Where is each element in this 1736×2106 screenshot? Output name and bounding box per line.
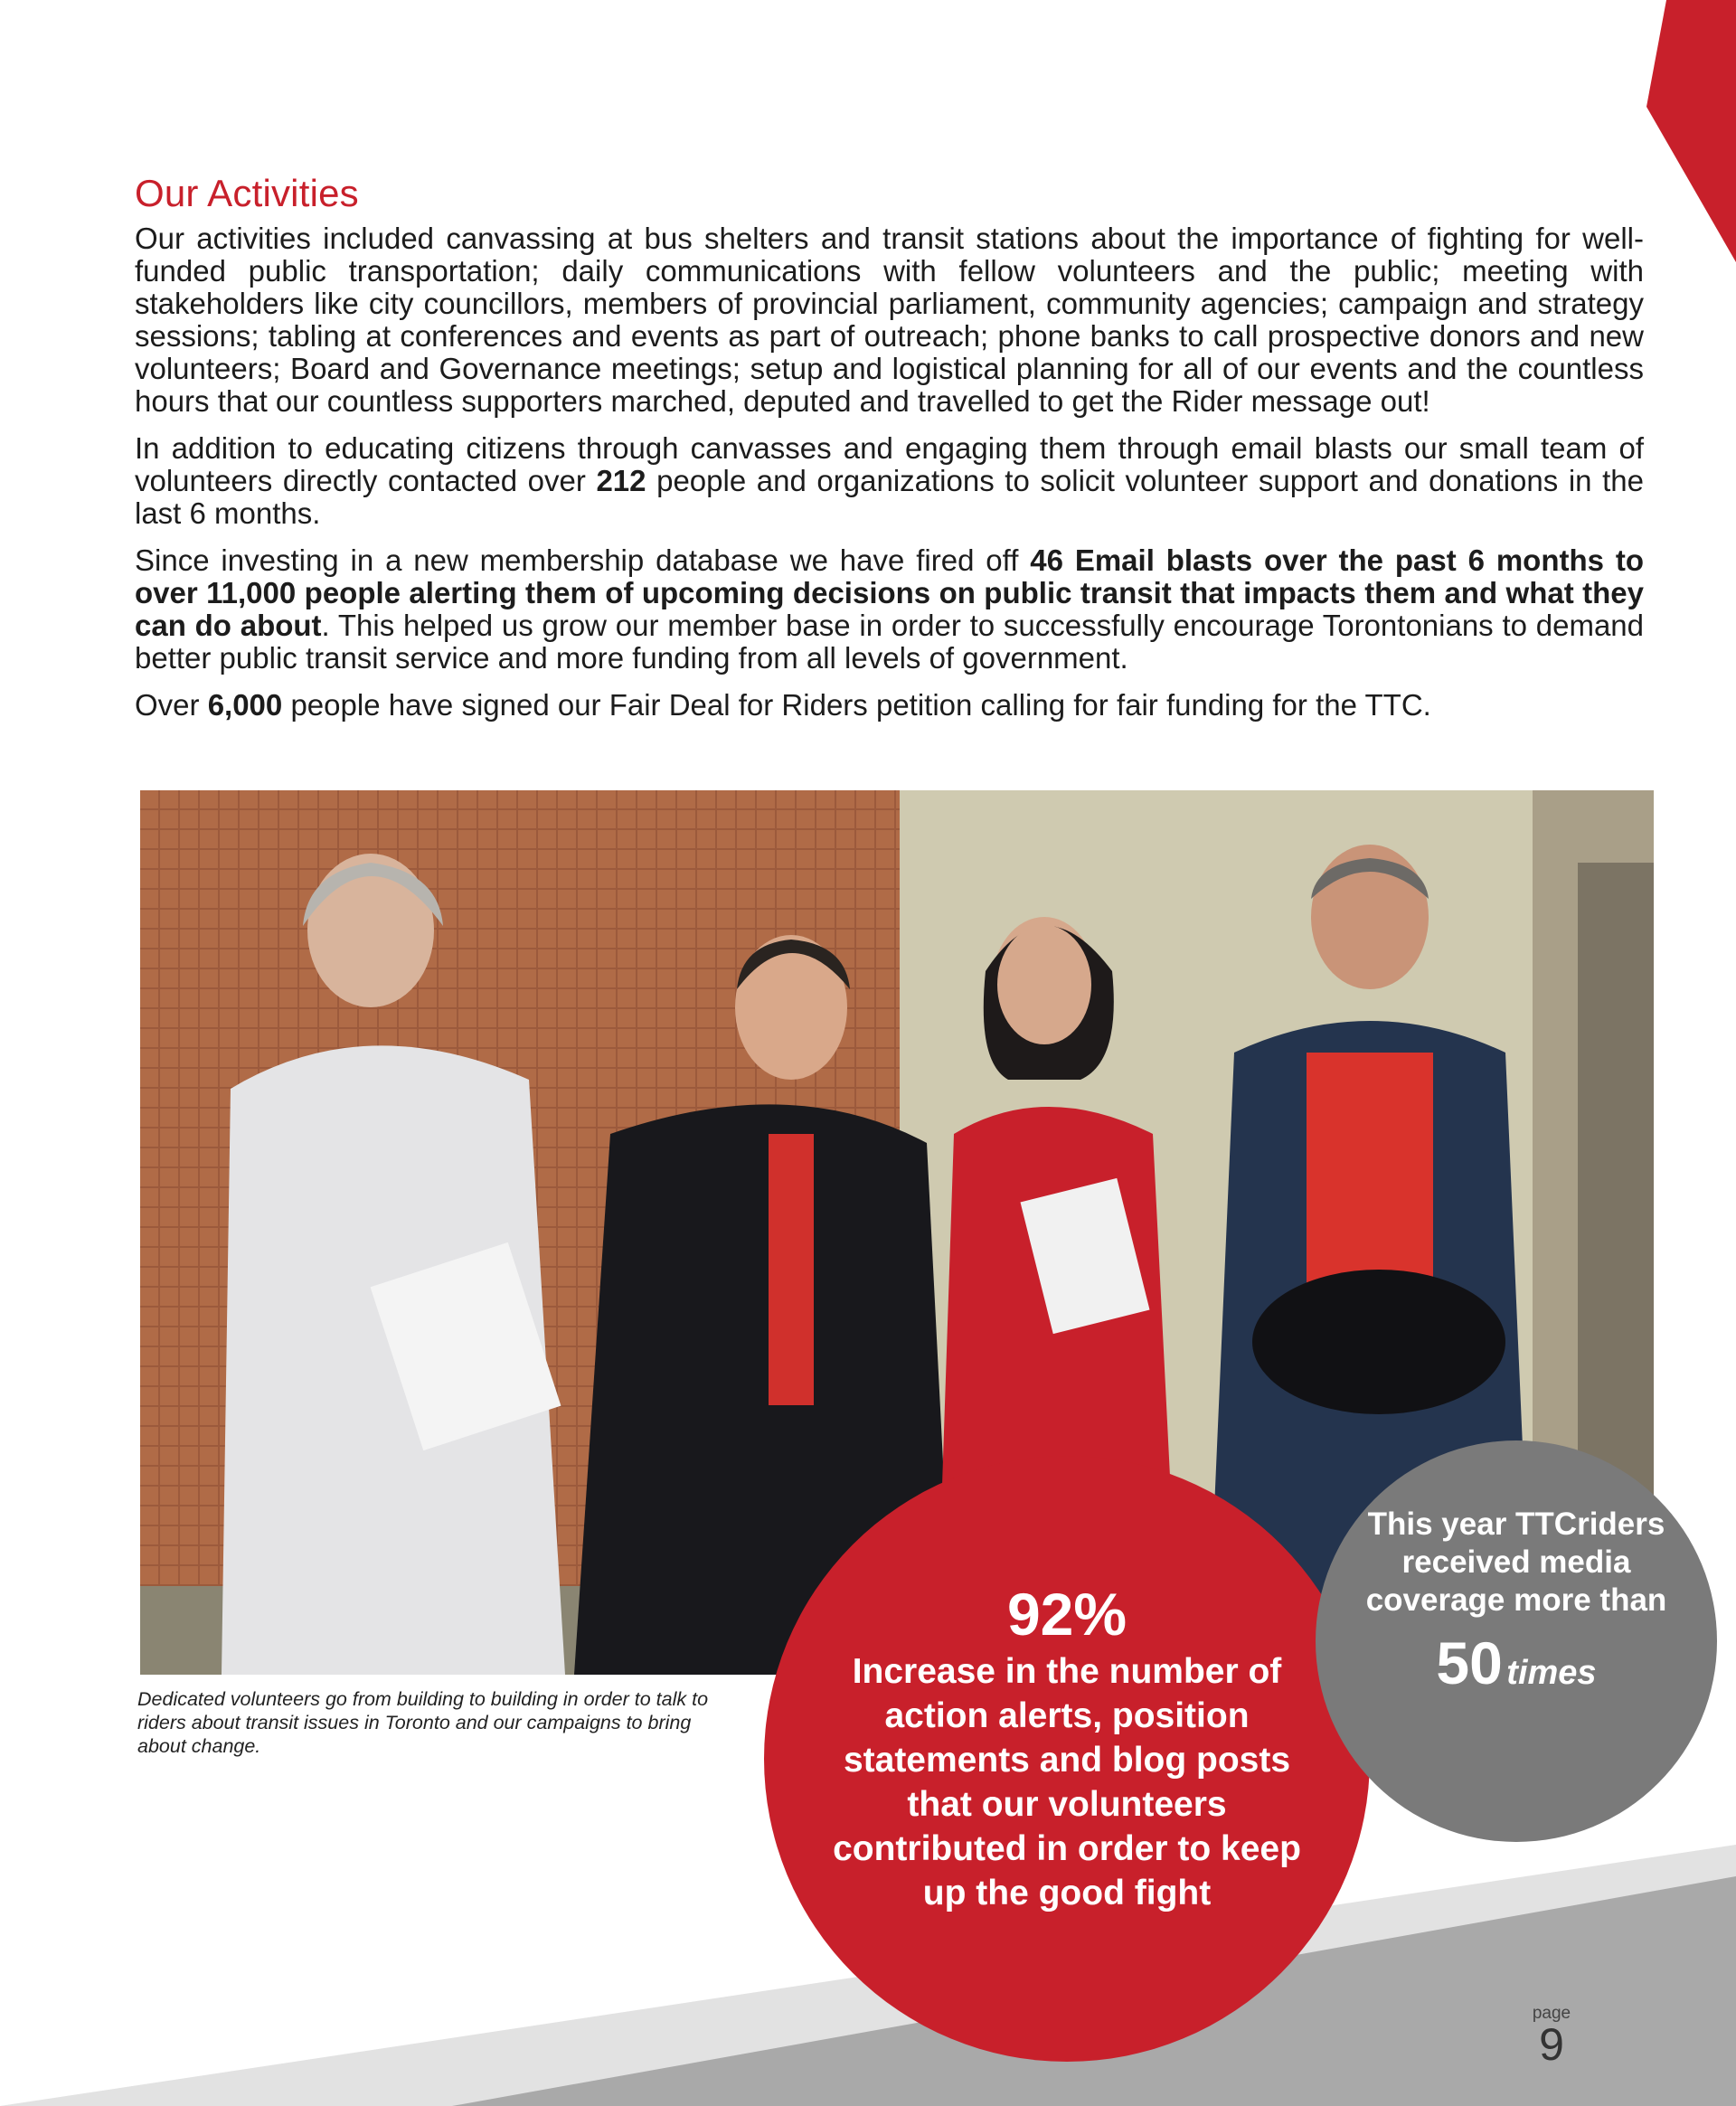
stat-circle-increase bbox=[764, 1456, 1370, 2062]
paragraph-petition: Over 6,000 people have signed our Fair Deal for Riders petition calling for fair funding for the TTC. bbox=[135, 688, 1431, 722]
text-section bbox=[135, 172, 1644, 736]
stat-description: Increase in the number of action alerts, position statements and blog posts that our volunteers contributed in order to keep up the good fight bbox=[833, 1652, 1301, 1912]
photo-caption: Dedicated volunteers go from building to building in order to talk to riders about transit issues in Toronto and our campaigns to bring about change. bbox=[137, 1688, 709, 1757]
section-title: Our Activities bbox=[135, 172, 359, 214]
media-description: This year TTCriders received media coverage more than bbox=[1365, 1506, 1667, 1618]
paragraph-email-blasts: Since investing in a new membership database we have fired off 46 Email blasts over the past 6 months to over 11,000 people alerting them of upcoming decisions on public transit that impacts them and what they can do about. This helped us grow our member base in order to successfully encourage Torontonians to demand better public transit service and more funding from all levels of government. bbox=[135, 543, 1644, 675]
stat-percentage: 92% bbox=[1006, 1581, 1127, 1648]
stat-circle-media bbox=[1316, 1440, 1717, 1842]
page-label: page bbox=[1532, 2004, 1571, 2023]
media-count-unit: times bbox=[1506, 1654, 1597, 1692]
page-number: 9 bbox=[1539, 2019, 1564, 2070]
media-count-row bbox=[1316, 1629, 1717, 1697]
media-count: 50 bbox=[1436, 1629, 1503, 1696]
corner-red-shape bbox=[1646, 0, 1736, 262]
paragraph-contacts: In addition to educating citizens through canvasses and engaging them through email blasts our small team of volunteers directly contacted over 212 people and organizations to solicit volunteer support and donations in the last 6 months. bbox=[135, 431, 1644, 530]
paragraph-activities: Our activities included canvassing at bus shelters and transit stations about the importance of fighting for well-funded public transportation; daily communications with fellow volunteers and the public; meeting with stakeholders like city councillors, members of provincial parliament, community agencies; campaign and strategy sessions; tabling at conferences and events as part of outreach; phone banks to call prospective donors and new volunteers; Board and Governance meetings; setup and logistical planning for all of our events and the countless hours that our countless supporters marched, deputed and travelled to get the Rider message out! bbox=[135, 222, 1644, 418]
